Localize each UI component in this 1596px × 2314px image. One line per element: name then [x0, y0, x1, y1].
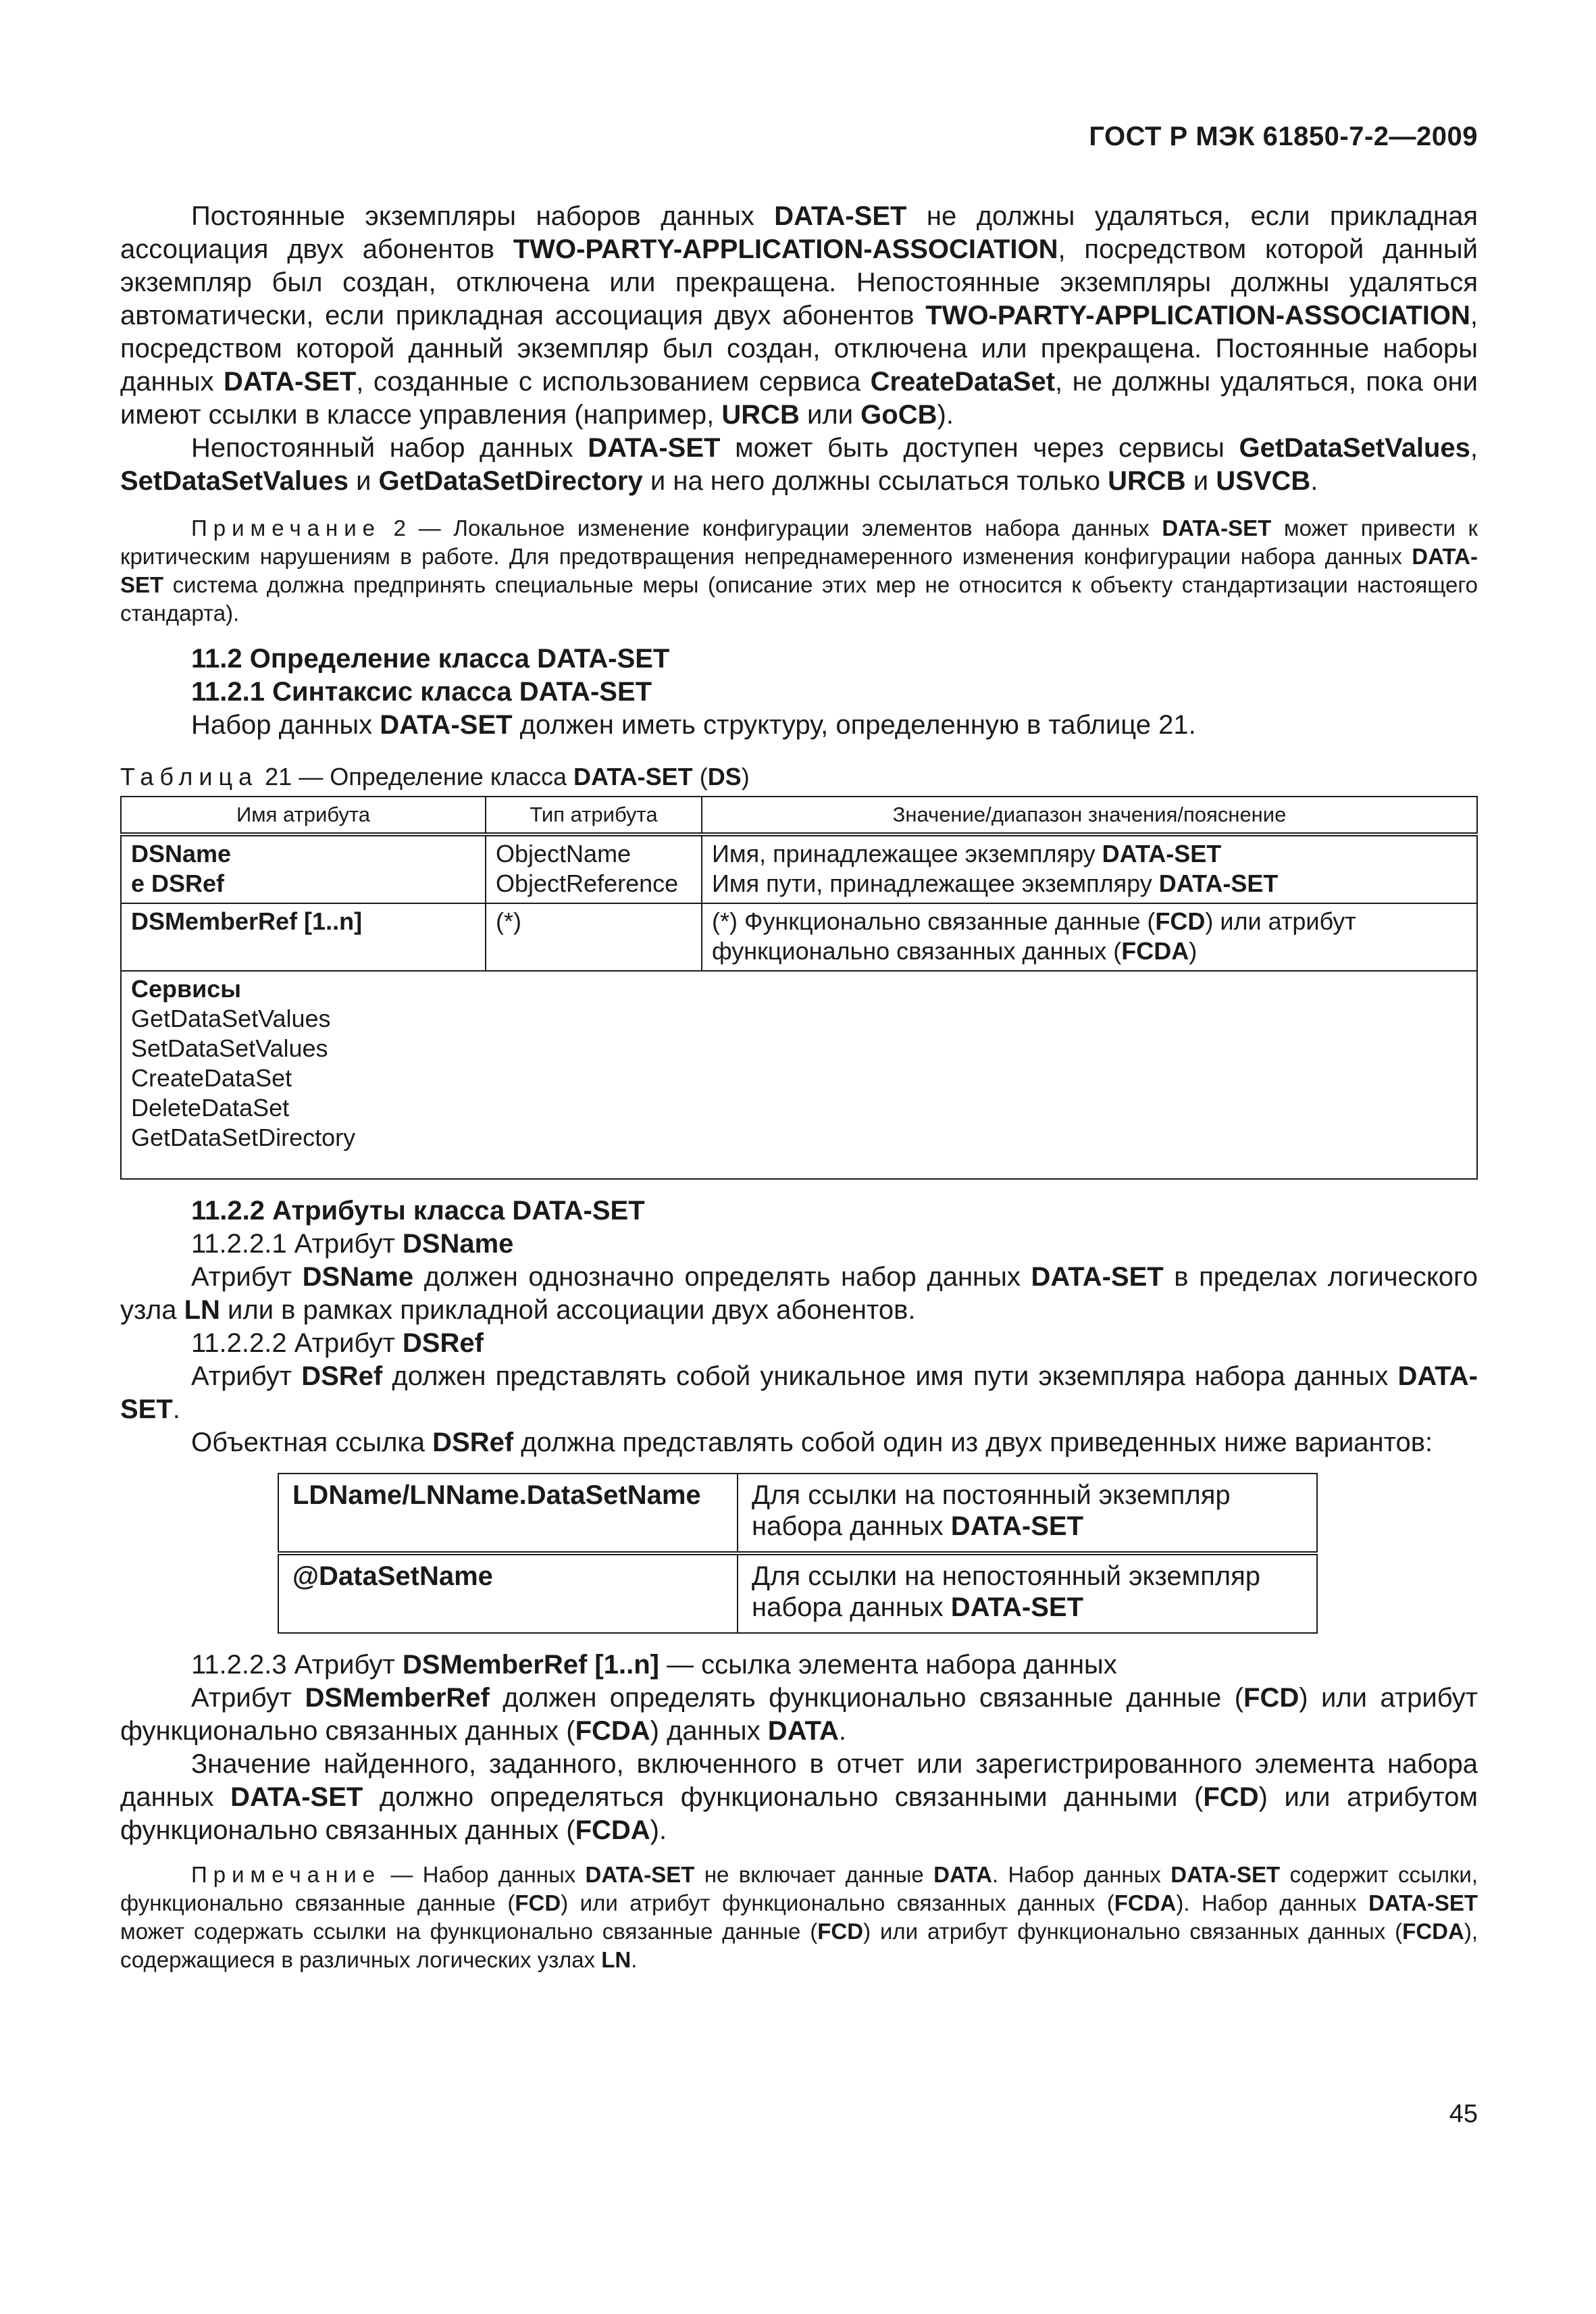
note-label: Примечание — [191, 1862, 382, 1887]
table-21 — [120, 796, 1478, 1180]
paragraph-structure: Набор данных DATA-SET должен иметь структуру, определенную в таблице 21. — [191, 710, 1196, 740]
dsref-variants-table — [278, 1473, 1318, 1634]
note-2: Примечание 2 — Локальное изменение конфигурации элементов набора данных DATA-SET может привести к критическим нарушениям в работе. Для предотвращения непреднамеренного изменения конфигурации набора данных DATA-SET система должна предпринять специальные меры (описание этих мер не относится к объекту стандартизации настоящего стандарта). — [120, 515, 1478, 626]
paragraph-nonpersistent-dataset: Непостоянный набор данных DATA-SET может быть доступен через сервисы GetDataSetValues, SetDataSetValues и GetDataSetDirectory и на него должны ссылаться только URCB и USVCB. — [120, 433, 1478, 496]
table-row — [278, 1553, 1317, 1633]
cell-name: DSMemberRef [1..n] — [121, 903, 486, 971]
header-value-range: Значение/диапазон значения/пояснение — [702, 797, 1477, 834]
section-heading-11-2-2-2: 11.2.2.2 Атрибут DSRef — [191, 1328, 484, 1358]
header-attribute-type: Тип атрибута — [486, 797, 702, 834]
service-item: SetDataSetValues — [131, 1034, 328, 1062]
note-label: Примечание — [191, 515, 382, 540]
cell-services — [121, 971, 1477, 1179]
table-row-dsname — [121, 834, 1477, 903]
paragraph-dsref: Атрибут DSRef должен представлять собой уникальное имя пути экземпляра набора данных DATA-SET. — [120, 1361, 1478, 1424]
paragraph-dsname: Атрибут DSName должен однозначно определять набор данных DATA-SET в пределах логического узла LN или в рамках прикладной ассоциации двух абонентов. — [120, 1262, 1478, 1325]
cell-description: Для ссылки на постоянный экземпляр набора данных DATA-SET — [738, 1474, 1317, 1553]
section-heading-11-2-2: 11.2.2 Атрибуты класса DATA-SET — [191, 1196, 645, 1226]
paragraph-object-reference: Объектная ссылка DSRef должна представлять собой один из двух приведенных ниже вариантов: — [191, 1428, 1433, 1457]
cell-type: (*) — [486, 903, 702, 971]
section-heading-11-2-1: 11.2.1 Синтаксис класса DATA-SET — [191, 677, 652, 707]
header-attribute-name: Имя атрибута — [121, 797, 486, 834]
service-item: GetDataSetDirectory — [131, 1124, 356, 1151]
table-header-row — [121, 797, 1477, 834]
service-item: GetDataSetValues — [131, 1005, 331, 1032]
services-title: Сервисы — [131, 975, 242, 1003]
cell-value: Имя, принадлежащее экземпляру DATA-SET Имя пути, принадлежащее экземпляру DATA-SET — [702, 834, 1477, 903]
paragraph-dsmemberref: Атрибут DSMemberRef должен определять функционально связанные данные (FCD) или атрибут функционально связанных данных (FCDA) данных DATA. — [120, 1683, 1478, 1746]
paragraph-member-value: Значение найденного, заданного, включенного в отчет или зарегистрированного элемента набора данных DATA-SET должно определяться функционально связанными данными (FCD) или атрибутом функционально связанных данных (FCDA). — [120, 1749, 1478, 1845]
cell-type: ObjectName ObjectReference — [486, 834, 702, 903]
section-heading-11-2-2-3: 11.2.2.3 Атрибут DSMemberRef [1..n] — ссылка элемента набора данных — [191, 1650, 1117, 1680]
page-number: 45 — [1449, 2100, 1478, 2128]
document-header: ГОСТ Р МЭК 61850-7-2—2009 — [1089, 122, 1478, 151]
table-21-caption: Таблица 21 — Определение класса DATA-SET (DS) — [120, 763, 750, 790]
service-item: DeleteDataSet — [131, 1094, 290, 1122]
table-row-services — [121, 971, 1477, 1179]
cell-description: Для ссылки на непостоянный экземпляр набора данных DATA-SET — [738, 1553, 1317, 1633]
cell-value: (*) Функционально связанные данные (FCD) или атрибут функционально связанных данных (FCDA) — [702, 903, 1477, 971]
paragraph-persistent-datasets: Постоянные экземпляры наборов данных DATA-SET не должны удаляться, если прикладная ассоциация двух абонентов TWO-PARTY-APPLICATION-ASSOCIATION, посредством которой данный экземпляр был создан, отключена или прекращена. Непостоянные экземпляры должны удаляться автоматически, если прикладная ассоциация двух абонентов TWO-PARTY-APPLICATION-ASSOCIATION, посредством которой данный экземпляр был создан, отключена или прекращена. Постоянные наборы данных DATA-SET, созданные с использованием сервиса CreateDataSet, не должны удаляться, пока они имеют ссылки в классе управления (например, URCB или GoCB). — [120, 201, 1478, 430]
section-heading-11-2: 11.2 Определение класса DATA-SET — [191, 644, 670, 674]
table-row — [278, 1474, 1317, 1553]
note-final: Примечание — Набор данных DATA-SET не включает данные DATA. Набор данных DATA-SET содержит ссылки, функционально связанные данные (FCD) или атрибут функционально связанных данных (FCDA). Набор данных DATA-SET может содержать ссылки на функционально связанные данные (FCD) или атрибут функционально связанных данных (FCDA), содержащиеся в различных логических узлах LN. — [120, 1862, 1478, 1972]
cell-name: DSName e DSRef — [121, 834, 486, 903]
service-item: CreateDataSet — [131, 1064, 292, 1092]
page-content — [120, 200, 1478, 1974]
section-heading-11-2-2-1: 11.2.2.1 Атрибут DSName — [191, 1229, 514, 1259]
table-row-dsmemberref — [121, 903, 1477, 971]
cell-variant: LDName/LNName.DataSetName — [278, 1474, 738, 1553]
cell-variant: @DataSetName — [278, 1553, 738, 1633]
